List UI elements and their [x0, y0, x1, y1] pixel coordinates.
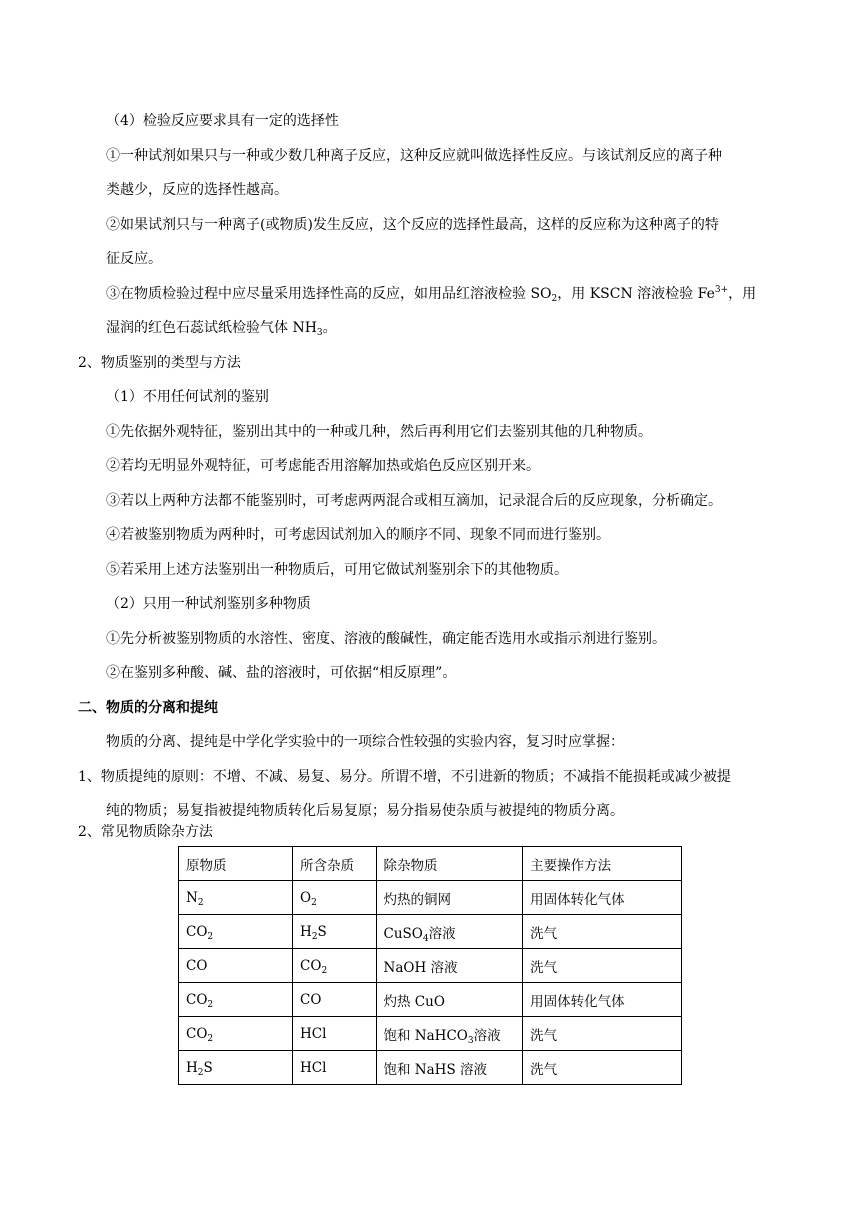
cell-text: 溶液 — [473, 1027, 501, 1044]
item-2-1-4: ④若被鉴别物质为两种时，可考虑因试剂加入的顺序不同、现象不同而进行鉴别。 — [106, 527, 610, 543]
item-2-1-2: ②若均无明显外观特征，可考虑能否用溶解加热或焰色反应区别开来。 — [106, 458, 540, 474]
table-row — [179, 983, 682, 1017]
table-cell — [376, 1017, 523, 1051]
subscript: 2 — [207, 999, 214, 1010]
subscript: 3 — [467, 1035, 474, 1046]
table-cell — [293, 949, 376, 983]
subscript: 3 — [316, 328, 323, 338]
table-cell: 用固体转化气体 — [523, 881, 682, 915]
cell-text: S — [317, 923, 327, 940]
text-run: 湿润的红色石蕊试纸检验气体 NH — [106, 320, 317, 336]
table-row — [179, 1017, 682, 1051]
subsection-4-title: （4）检验反应要求具有一定的选择性 — [106, 113, 339, 129]
table-row — [179, 915, 682, 949]
paragraph-4-2-line2: 征反应。 — [106, 251, 162, 267]
table-cell: 洗气 — [523, 949, 682, 983]
table-cell: 洗气 — [523, 1017, 682, 1051]
text-run: ③在物质检验过程中应尽量采用选择性高的反应，如用品红溶液检验 SO — [106, 286, 552, 302]
subscript: 2 — [197, 1067, 204, 1078]
table-cell — [376, 915, 523, 949]
table-cell — [179, 915, 293, 949]
table-cell: 用固体转化气体 — [523, 983, 682, 1017]
text-run: 。 — [322, 320, 337, 336]
cell-text: CO — [186, 1025, 208, 1042]
subscript: 2 — [311, 897, 317, 908]
table-cell: HCl — [293, 1017, 376, 1051]
paragraph-4-3-line1 — [106, 284, 756, 304]
cell-text: 饱和 NaHCO — [383, 1027, 468, 1044]
paragraph-4-1-line1: ①一种试剂如果只与一种或少数几种离子反应，这种反应就叫做选择性反应。与该试剂反应的离子种 — [106, 148, 722, 164]
table-cell: 洗气 — [523, 915, 682, 949]
item-2-2-1: ①先分析被鉴别物质的水溶性、密度、溶液的酸碱性，确定能否选用水或指示剂进行鉴别。 — [106, 631, 666, 647]
cell-text: 溶液 — [428, 925, 456, 942]
table-cell — [179, 881, 293, 915]
impurity-removal-table — [178, 846, 682, 1085]
table-cell — [179, 983, 293, 1017]
cell-text: S — [203, 1059, 213, 1076]
subscript: 2 — [311, 931, 318, 942]
subscript: 4 — [422, 933, 429, 944]
intro-paragraph: 物质的分离、提纯是中学化学实验中的一项综合性较强的实验内容，复习时应掌握： — [106, 734, 624, 750]
table-cell — [293, 881, 376, 915]
section-2-title: 2、物质鉴别的类型与方法 — [78, 355, 241, 371]
text-run: ，用 KSCN 溶液检验 Fe — [557, 286, 715, 302]
subscript: 2 — [207, 931, 214, 942]
item-2-1-5: ⑤若采用上述方法鉴别出一种物质后，可用它做试剂鉴别余下的其他物质。 — [106, 562, 568, 578]
principle-line1: 1、物质提纯的原则：不增、不减、易复、易分。所谓不增，不引进新的物质；不减指不能损耗或减少被提 — [78, 769, 731, 785]
cell-text: CO — [186, 991, 208, 1008]
cell-text: O — [300, 889, 312, 906]
table-cell — [179, 1017, 293, 1051]
subsection-2-2-title: （2）只用一种试剂鉴别多种物质 — [106, 596, 311, 612]
item-2-1-3: ③若以上两种方法都不能鉴别时，可考虑两两混合或相互滴加，记录混合后的反应现象，分析确定。 — [106, 493, 722, 509]
subscript: 2 — [207, 1033, 214, 1044]
item-2-1-1: ①先依据外观特征，鉴别出其中的一种或几种，然后再利用它们去鉴别其他的几种物质。 — [106, 424, 652, 440]
table-cell: 灼热的铜网 — [376, 881, 523, 915]
paragraph-4-2-line1: ②如果试剂只与一种离子(或物质)发生反应，这个反应的选择性最高，这样的反应称为这种离子的特 — [106, 217, 719, 233]
subscript: 2 — [551, 294, 558, 304]
cell-text: CuSO — [383, 925, 423, 942]
principle-line2: 纯的物质；易复指被提纯物质转化后易复原；易分指易使杂质与被提纯的物质分离。 — [106, 803, 624, 819]
removal-methods-title: 2、常见物质除杂方法 — [78, 824, 213, 840]
table-row — [179, 1051, 682, 1085]
cell-text: H — [300, 923, 312, 940]
subsection-2-1-title: （1）不用任何试剂的鉴别 — [106, 389, 269, 405]
table-cell: HCl — [293, 1051, 376, 1085]
cell-text: N — [186, 889, 198, 906]
table-cell: NaOH 溶液 — [376, 949, 523, 983]
header-cell: 除杂物质 — [376, 847, 523, 881]
text-run: ，用 — [728, 286, 757, 302]
table-header-row — [179, 847, 682, 881]
table-row — [179, 949, 682, 983]
cell-text: CO — [186, 923, 208, 940]
subscript: 2 — [321, 965, 328, 976]
superscript: 3+ — [714, 285, 729, 295]
paragraph-4-3-line2 — [106, 318, 337, 338]
subscript: 2 — [197, 897, 204, 908]
table-cell: 洗气 — [523, 1051, 682, 1085]
table-cell: 饱和 NaHS 溶液 — [376, 1051, 523, 1085]
header-cell: 主要操作方法 — [523, 847, 682, 881]
item-2-2-2: ②在鉴别多种酸、碱、盐的溶液时，可依据“相反原理”。 — [106, 665, 457, 681]
table-cell: CO — [293, 983, 376, 1017]
heading-separation-purification: 二、物质的分离和提纯 — [78, 700, 218, 716]
header-cell: 所含杂质 — [293, 847, 376, 881]
table-row — [179, 881, 682, 915]
table-cell: CO — [179, 949, 293, 983]
table-cell: 灼热 CuO — [376, 983, 523, 1017]
cell-text: H — [186, 1059, 198, 1076]
paragraph-4-1-line2: 类越少，反应的选择性越高。 — [106, 182, 288, 198]
cell-text: CO — [300, 957, 322, 974]
header-cell: 原物质 — [179, 847, 293, 881]
table-cell — [179, 1051, 293, 1085]
table-cell — [293, 915, 376, 949]
